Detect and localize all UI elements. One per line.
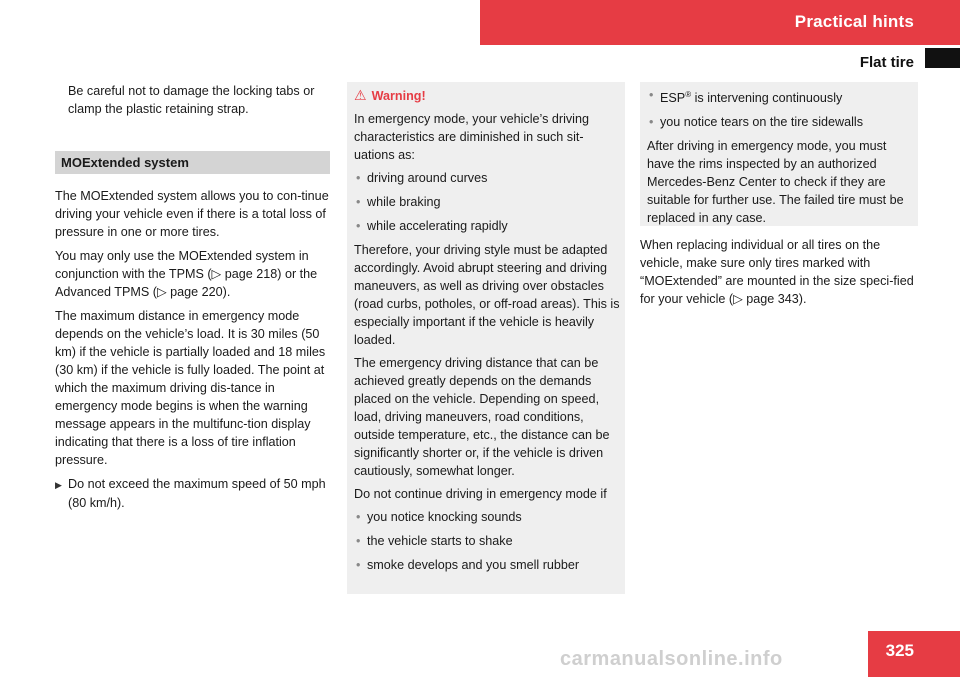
list-item: • you notice tears on the tire sidewalls bbox=[649, 115, 864, 130]
warning-triangle-icon: ⚠ bbox=[354, 87, 367, 103]
bullet-icon: • bbox=[356, 171, 361, 185]
list-item: • the vehicle starts to shake bbox=[356, 534, 513, 548]
chapter-title: Practical hints bbox=[794, 12, 914, 31]
column-3-text bbox=[640, 236, 920, 308]
warning-continuation-box bbox=[640, 82, 918, 226]
paragraph-3: The maximum distance in emergency mode depends on the vehicle’s load. It is 30 miles (50 km) if the vehicle is partially loaded and 18 miles (30 km) if the vehicle is fully loaded. The point at which the maximum driving dis-tance in emergency mode begins is when the warning message appears in the multifunc-tion display indicating that there is a loss of tire inflation pressure. bbox=[55, 309, 326, 467]
list-item: • smoke develops and you smell rubber bbox=[356, 558, 580, 572]
intro-paragraph: Be careful not to damage the locking tabs or clamp the plastic retaining strap. bbox=[68, 84, 315, 116]
warning-paragraph-2: Therefore, your driving style must be adapted accordingly. Avoid abrupt steering and driving maneuvers, as well as driving over obstacles (road curbs, potholes, or off-road areas). This is especially important if the vehicle is heavily loaded. bbox=[354, 243, 620, 347]
bullet-icon: • bbox=[356, 195, 361, 209]
subtitle-tab bbox=[925, 48, 960, 68]
bullet-icon: • bbox=[356, 558, 361, 572]
paragraph-2: You may only use the MOExtended system in conjunction with the TPMS (▷ page 218) or the Advanced TPMS (▷ page 220). bbox=[55, 249, 318, 299]
bullet-icon: • bbox=[356, 510, 361, 524]
list-item: • while accelerating rapidly bbox=[356, 219, 508, 233]
instruction-text: Do not exceed the maximum speed of 50 mph (80 km/h). bbox=[68, 477, 326, 510]
replacement-paragraph: When replacing individual or all tires on the vehicle, make sure only tires marked with “MOExtended” are mounted in the size speci-fied for your vehicle (▷ page 343). bbox=[640, 238, 914, 306]
arrow-icon: ▶ bbox=[55, 480, 62, 490]
bullet-icon: • bbox=[649, 115, 654, 130]
page-number: 325 bbox=[885, 641, 914, 660]
list-item: • driving around curves bbox=[356, 171, 488, 185]
watermark: carmanualsonline.info bbox=[560, 648, 783, 670]
section-heading: MOExtended system bbox=[55, 151, 330, 174]
box-paragraph: After driving in emergency mode, you must have the rims inspected by an authorized Mercedes-Benz Center to check if they are suitable for further use. The failed tire must be replaced in any case. bbox=[647, 139, 904, 226]
list-item: • ESP® is intervening continuously bbox=[649, 88, 843, 106]
instruction-step bbox=[55, 475, 330, 512]
section-subtitle: Flat tire bbox=[859, 54, 914, 71]
bullet-icon: • bbox=[356, 219, 361, 233]
warning-paragraph-3: The emergency driving distance that can be achieved greatly depends on the demands placed on the vehicle. Depending on speed, load, driving maneuvers, road conditions, outside temperature, etc., the distance can be significantly shorter or, if the vehicle is driven cautiously, somewhat longer. bbox=[354, 356, 610, 478]
page-number-tab bbox=[868, 631, 960, 677]
list-item: • you notice knocking sounds bbox=[356, 510, 522, 524]
bullet-icon: • bbox=[649, 88, 654, 102]
warning-heading bbox=[354, 86, 621, 105]
list-item: • while braking bbox=[356, 195, 441, 209]
warning-label: Warning! bbox=[371, 89, 426, 103]
warning-box bbox=[347, 82, 625, 594]
paragraph-1: The MOExtended system allows you to con-tinue driving your vehicle even if there is a total loss of pressure in one or more tires. bbox=[55, 189, 329, 239]
warning-paragraph-1: In emergency mode, your vehicle’s driving characteristics are diminished in such sit-uations as: bbox=[354, 112, 589, 162]
warning-paragraph-4: Do not continue driving in emergency mode if bbox=[354, 487, 607, 501]
column-1 bbox=[55, 82, 330, 518]
bullet-icon: • bbox=[356, 534, 361, 548]
